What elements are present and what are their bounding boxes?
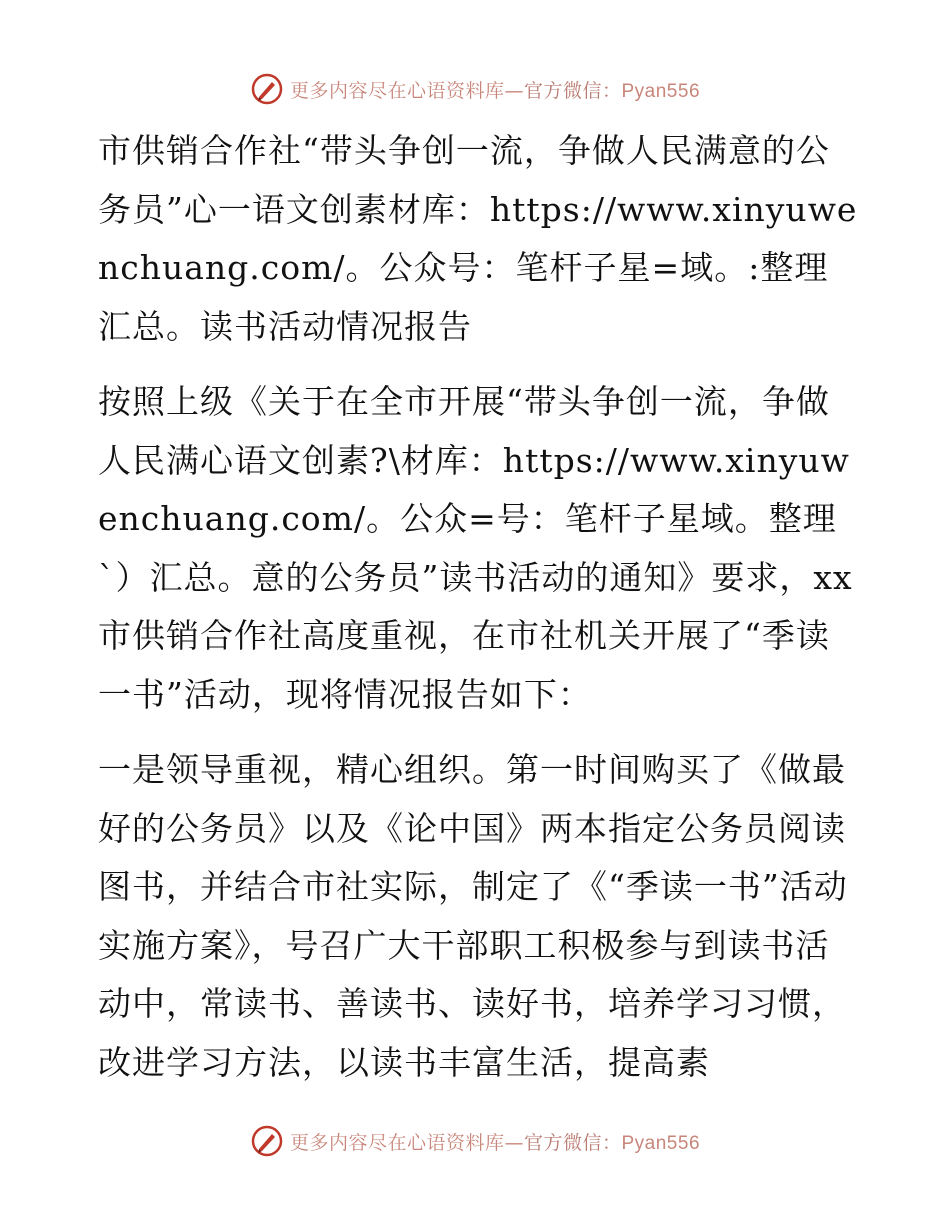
header-wechat-id: Pyan556 [621,80,701,102]
footer-promo [290,1128,700,1155]
footer-banner [0,1124,950,1158]
footer-wechat-label: 官方微信： [523,1131,622,1154]
header-banner [0,72,950,106]
header-wechat-label: 官方微信： [523,79,622,102]
paragraph-intro: 按照上级《关于在全市开展“带头争创一流，争做人民满心语文创素?\材库：https://www.xinyuwenchuang.com/。公众=号：笔杆子星域。整理`）汇总。意的公务员”读书活动的通知》要求，xx市供销合作社高度重视，在市社机关开展了“季读一书”活动，现将情况报告如下： [98,382,853,714]
paragraph-point-one: 一是领导重视，精心组织。第一时间购买了《做最好的公务员》以及《论中国》两本指定公务员阅读图书，并结合市社实际，制定了《“季读一书”活动实施方案》，号召广大干部职工积极参与到读书活动中，常读书、善读书、读好书，培养学习习惯，改进学习方法，以读书丰富生活，提高素 [98,750,848,1082]
footer-promo-text: 更多内容尽在心语资料库 [289,1131,505,1154]
footer-separator: — [504,1131,524,1154]
header-promo-text: 更多内容尽在心语资料库 [289,79,505,102]
document-body [98,122,858,1092]
paragraph-title: 市供销合作社“带头争创一流，争做人民满意的公务员”心一语文创素材库：https://www.xinyuwenchuang.com/。公众号：笔杆子星=域。:整理汇总。读书活动情况报告 [98,131,858,346]
footer-wechat-id: Pyan556 [621,1132,701,1154]
pen-logo-icon [250,72,284,106]
header-separator: — [504,79,524,102]
pen-logo-icon [250,1124,284,1158]
header-promo [290,76,700,103]
